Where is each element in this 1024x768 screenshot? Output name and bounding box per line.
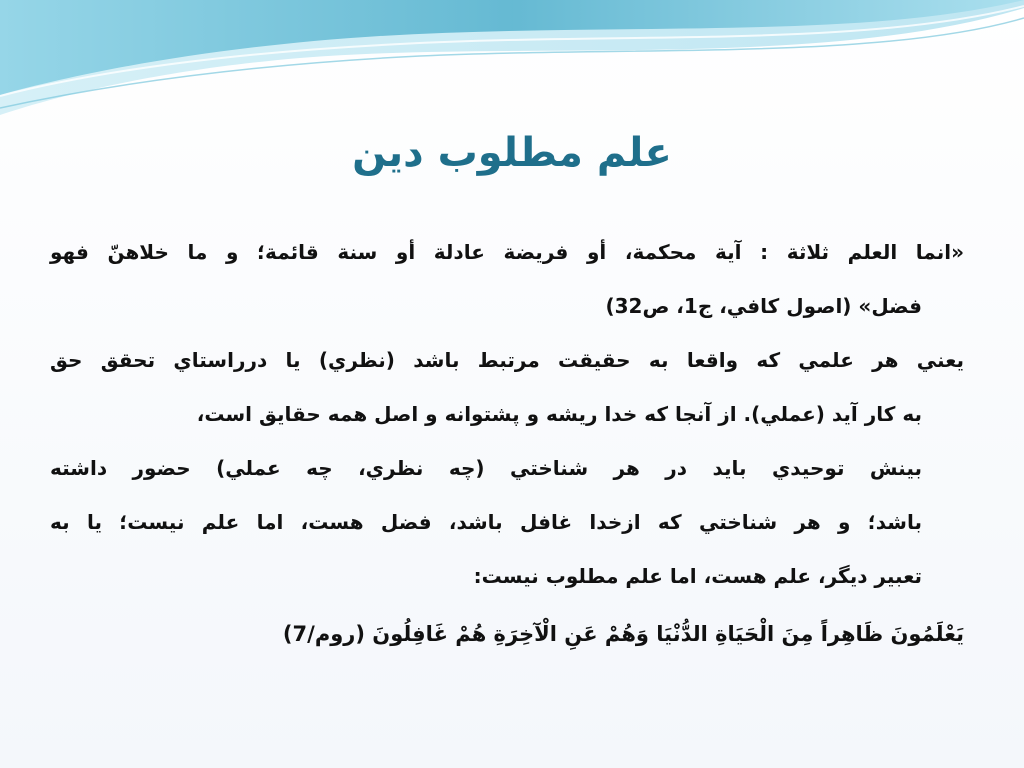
paragraph-explanation [50, 333, 972, 603]
text-line: باشد؛ و هر شناختي كه ازخدا غافل باشد، فضل هست، اما علم نيست؛ يا به [50, 510, 922, 534]
text-line: يعني هر علمي كه واقعا به حقيقت مرتبط باشد (نظري) يا درراستاي تحقق حق [50, 348, 964, 372]
decorative-wave-header [0, 0, 1024, 130]
text-line: فضل» (اصول كافي، ج1، ص32) [605, 294, 922, 318]
text-line: بينش توحيدي بايد در هر شناختي (چه نظري، چه عملي) حضور داشته [50, 456, 922, 480]
text-line: تعبير ديگر، علم هست، اما علم مطلوب نيست: [473, 564, 922, 588]
paragraph-hadith [50, 225, 972, 333]
text-line: به كار آيد (عملي). از آنجا كه خدا ريشه و پشتوانه و اصل همه حقايق است، [196, 402, 922, 426]
text-line: يَعْلَمُونَ ظَاهِراً مِنَ الْحَيَاةِ الدُّنْيَا وَهُمْ عَنِ الْآخِرَةِ هُمْ غَافِلُونَ (روم/7) [282, 622, 964, 646]
paragraph-quran-verse [50, 607, 972, 661]
slide-body [50, 225, 972, 661]
slide-title: علم مطلوب دين [352, 130, 672, 176]
text-line: «انما العلم ثلاثة : آية محكمة، أو فريضة عادلة أو سنة قائمة؛ و ما خلاهنّ فهو [50, 240, 964, 264]
